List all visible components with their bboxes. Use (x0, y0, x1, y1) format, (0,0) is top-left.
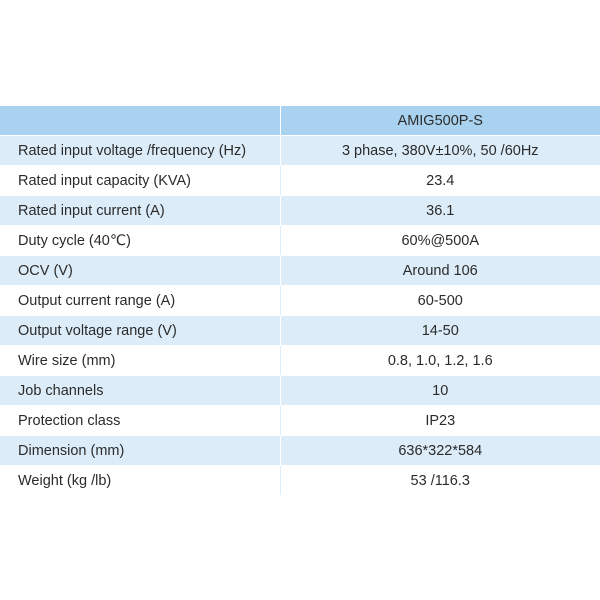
row-label: Rated input voltage /frequency (Hz) (0, 136, 280, 166)
row-label: Dimension (mm) (0, 436, 280, 466)
row-label: Wire size (mm) (0, 346, 280, 376)
table-row (0, 286, 600, 316)
table-row (0, 226, 600, 256)
row-label: Job channels (0, 376, 280, 406)
row-value: Around 106 (280, 256, 600, 286)
spec-table (0, 106, 600, 496)
row-label: OCV (V) (0, 256, 280, 286)
row-label: Weight (kg /lb) (0, 466, 280, 496)
row-value: IP23 (280, 406, 600, 436)
row-label: Duty cycle (40℃) (0, 226, 280, 256)
table-row (0, 436, 600, 466)
row-label: Output voltage range (V) (0, 316, 280, 346)
table-row (0, 316, 600, 346)
table-row (0, 166, 600, 196)
row-value: 3 phase, 380V±10%, 50 /60Hz (280, 136, 600, 166)
row-label: Protection class (0, 406, 280, 436)
row-value: 10 (280, 376, 600, 406)
row-value: 14-50 (280, 316, 600, 346)
row-value: 53 /116.3 (280, 466, 600, 496)
table-row (0, 406, 600, 436)
row-value: 0.8, 1.0, 1.2, 1.6 (280, 346, 600, 376)
table-row (0, 346, 600, 376)
table-row (0, 196, 600, 226)
row-value: 36.1 (280, 196, 600, 226)
row-value: 60%@500A (280, 226, 600, 256)
row-label: Output current range (A) (0, 286, 280, 316)
row-label: Rated input capacity (KVA) (0, 166, 280, 196)
table-row (0, 376, 600, 406)
table-row (0, 256, 600, 286)
header-label-cell (0, 106, 280, 136)
row-value: 60-500 (280, 286, 600, 316)
table-row (0, 466, 600, 496)
table-row (0, 136, 600, 166)
row-value: 23.4 (280, 166, 600, 196)
header-model-cell: AMIG500P-S (280, 106, 600, 136)
row-value: 636*322*584 (280, 436, 600, 466)
row-label: Rated input current (A) (0, 196, 280, 226)
table-header-row (0, 106, 600, 136)
